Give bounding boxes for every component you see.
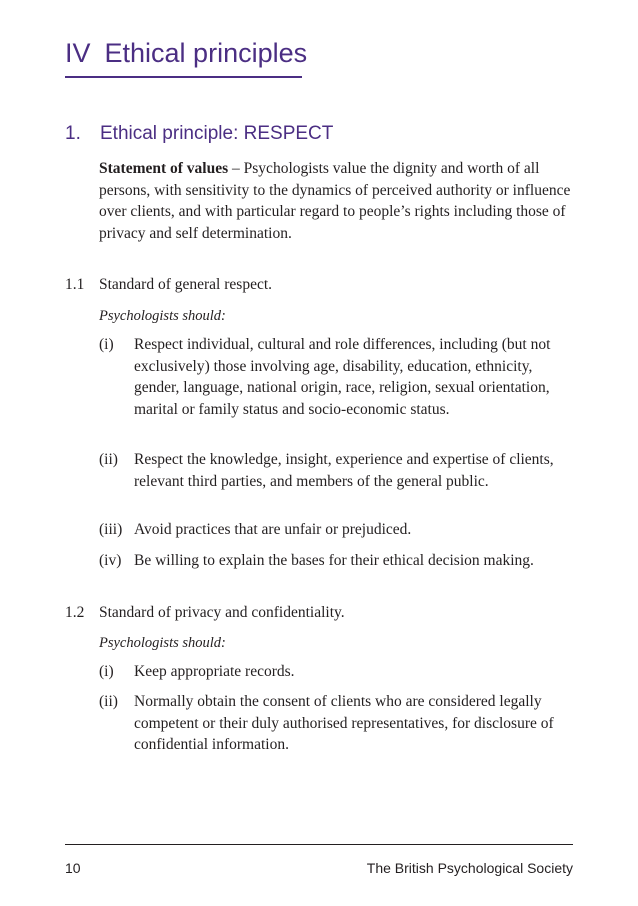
psychologists-should-label: Psychologists should:	[99, 308, 226, 324]
statement-of-values	[99, 158, 579, 244]
list-marker: (iv)	[99, 552, 122, 569]
standard-number: 1.1	[65, 276, 85, 293]
list-marker: (ii)	[99, 451, 118, 468]
standard-heading	[65, 602, 345, 624]
section-number: 1.	[65, 123, 81, 144]
list-item	[99, 661, 579, 683]
list-item-text: Normally obtain the consent of clients who are considered legally competent or their duly authorised representatives, for disclosure of confidential information.	[134, 693, 554, 753]
standard-number: 1.2	[65, 604, 85, 621]
list-item	[99, 550, 579, 572]
list-item-text: Respect the knowledge, insight, experience and expertise of clients, relevant third parties, and members of the general public.	[134, 451, 554, 490]
list-item	[99, 449, 579, 492]
list-item-text: Respect individual, cultural and role differences, including (but not exclusively) those involving age, disability, education, ethnicity, gender, language, national origin, race, religion, sexual orientation, marital or family status and socio-economic status.	[134, 336, 551, 418]
chapter-title	[65, 38, 307, 69]
list-marker: (i)	[99, 336, 114, 353]
chapter-title-text: Ethical principles	[104, 38, 308, 68]
footer-divider	[65, 844, 573, 845]
list-marker: (ii)	[99, 693, 118, 710]
standard-title: Standard of privacy and confidentiality.	[99, 604, 345, 621]
list-marker: (iii)	[99, 521, 123, 538]
list-item	[99, 691, 579, 756]
section-heading	[65, 123, 333, 145]
list-marker: (i)	[99, 663, 114, 680]
list-item-text: Keep appropriate records.	[134, 663, 295, 680]
list-item	[99, 519, 579, 541]
statement-label: Statement of values	[99, 160, 229, 177]
chapter-roman-numeral: IV	[65, 38, 91, 68]
standard-heading	[65, 274, 272, 296]
chapter-underline	[65, 76, 302, 78]
statement-text: – Psychologists value the dignity and worth of all persons, with sensitivity to the dynamics of perceived authority or influence over clients, and with particular regard to people’s rights including those of privacy and self determination.	[99, 160, 571, 242]
section-title: Ethical principle: RESPECT	[100, 123, 334, 144]
list-item-text: Avoid practices that are unfair or prejudiced.	[134, 521, 412, 538]
list-item	[99, 334, 579, 420]
publisher-name: The British Psychological Society	[366, 860, 573, 876]
page-number: 10	[65, 860, 81, 876]
psychologists-should-label: Psychologists should:	[99, 635, 226, 651]
list-item-text: Be willing to explain the bases for their ethical decision making.	[134, 552, 534, 569]
standard-title: Standard of general respect.	[99, 276, 273, 293]
